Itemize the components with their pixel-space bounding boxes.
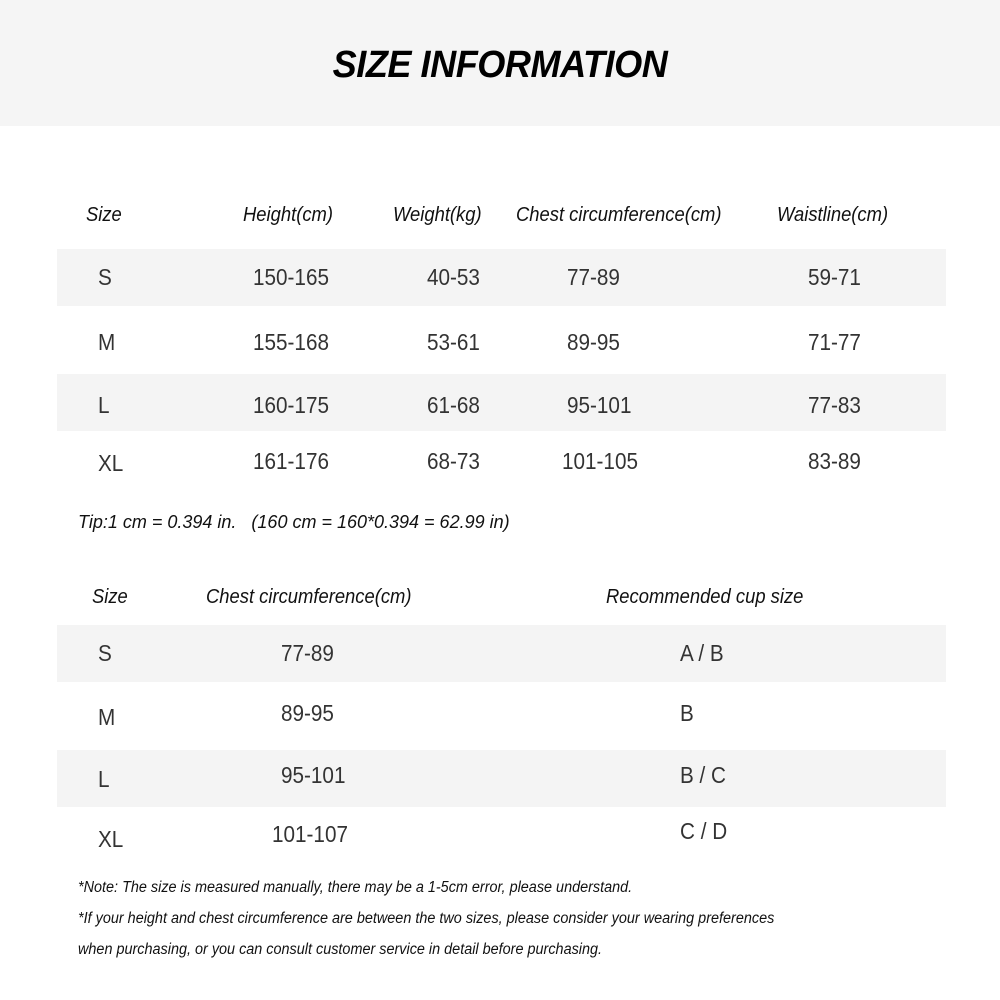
cell-waist: 59-71 <box>808 264 861 290</box>
cell-cup: C / D <box>680 818 728 844</box>
cell-size: M <box>98 329 116 355</box>
cell-size: L <box>98 392 110 418</box>
cell-chest: 77-89 <box>281 640 334 666</box>
note-between-sizes: *If your height and chest circumference are between the two sizes, please consider your wearing preferences <box>78 910 775 927</box>
cell-waist: 71-77 <box>808 329 861 355</box>
cell-size: XL <box>98 826 124 852</box>
cell-size: M <box>98 704 116 730</box>
cell-weight: 53-61 <box>427 329 480 355</box>
title-banner <box>0 0 1000 126</box>
row-band <box>57 625 946 682</box>
cell-chest: 95-101 <box>567 392 632 418</box>
cell-size: L <box>98 766 110 792</box>
cell-height: 150-165 <box>253 264 329 290</box>
cell-weight: 68-73 <box>427 448 480 474</box>
cell-cup: B <box>680 700 694 726</box>
cell-height: 161-176 <box>253 448 329 474</box>
row-band <box>57 750 946 807</box>
cell-chest: 89-95 <box>567 329 620 355</box>
header-cup: Recommended cup size <box>606 586 804 608</box>
header-size: Size <box>92 586 128 608</box>
conversion-tip: Tip:1 cm = 0.394 in. (160 cm = 160*0.394 = 62.99 in) <box>78 512 510 532</box>
cell-chest: 77-89 <box>567 264 620 290</box>
cell-cup: B / C <box>680 762 727 788</box>
cell-cup: A / B <box>680 640 724 666</box>
cell-waist: 83-89 <box>808 448 861 474</box>
cell-chest: 95-101 <box>281 762 346 788</box>
cell-size: S <box>98 264 112 290</box>
cell-chest: 89-95 <box>281 700 334 726</box>
header-size: Size <box>86 204 122 226</box>
cell-weight: 40-53 <box>427 264 480 290</box>
cell-height: 160-175 <box>253 392 329 418</box>
cell-height: 155-168 <box>253 329 329 355</box>
header-waist: Waistline(cm) <box>777 204 889 226</box>
page-title: SIZE INFORMATION <box>332 44 668 86</box>
cell-waist: 77-83 <box>808 392 861 418</box>
cell-chest: 101-105 <box>562 448 638 474</box>
header-chest: Chest circumference(cm) <box>206 586 412 608</box>
header-height: Height(cm) <box>243 204 333 226</box>
cell-weight: 61-68 <box>427 392 480 418</box>
header-chest: Chest circumference(cm) <box>516 204 722 226</box>
cell-size: XL <box>98 450 124 476</box>
note-measurement: *Note: The size is measured manually, there may be a 1-5cm error, please understand. <box>78 879 633 896</box>
note-between-sizes-cont: when purchasing, or you can consult customer service in detail before purchasing. <box>78 941 603 958</box>
cell-chest: 101-107 <box>272 821 348 847</box>
cell-size: S <box>98 640 112 666</box>
header-weight: Weight(kg) <box>393 204 482 226</box>
